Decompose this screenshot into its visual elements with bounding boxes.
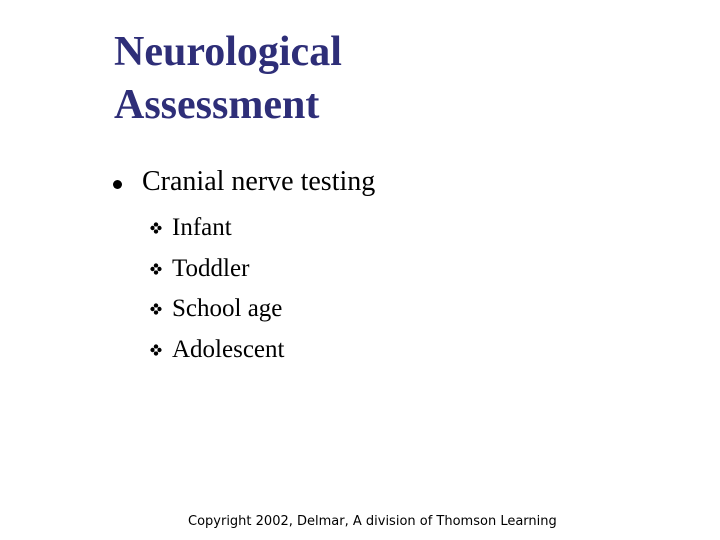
sub-bullet-item [150, 289, 284, 330]
bullet-text: Cranial nerve testing [142, 166, 376, 197]
sub-bullet-text: Toddler [172, 254, 250, 282]
copyright-footer: Copyright 2002, Delmar, A division of Thomson Learning [188, 514, 557, 529]
flower-bullet-icon [150, 222, 162, 234]
flower-bullet-icon [150, 344, 162, 356]
sub-bullet-item [150, 330, 284, 371]
flower-bullet-icon [150, 263, 162, 275]
sub-bullet-list [150, 208, 284, 370]
sub-bullet-item [150, 208, 284, 249]
flower-bullet-icon [150, 303, 162, 315]
title-line-1: Neurological [114, 29, 342, 75]
sub-bullet-text: School age [172, 295, 283, 323]
slide-title [114, 26, 674, 132]
filled-circle-bullet-icon [113, 180, 122, 189]
sub-bullet-item [150, 249, 284, 290]
sub-bullet-text: Infant [172, 214, 232, 242]
sub-bullet-text: Adolescent [172, 335, 285, 363]
title-line-2: Assessment [114, 82, 320, 128]
